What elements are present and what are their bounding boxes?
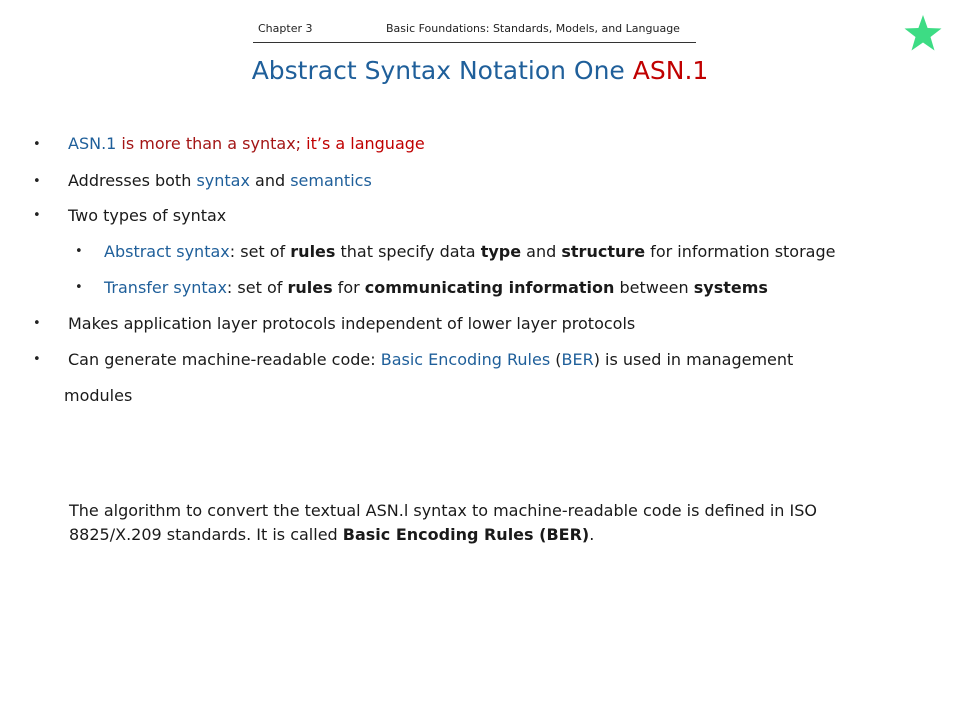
note-text: Basic Encoding Rules (BER) <box>342 525 590 544</box>
bullet-dot: • <box>33 208 41 223</box>
bullet-text: type <box>480 242 522 261</box>
bullet-text: semantics <box>290 171 372 190</box>
bullet-text: : set of <box>229 242 291 261</box>
bullet-text: Can generate machine-readable code: <box>68 350 381 369</box>
title-accent: ASN.1 <box>632 56 709 85</box>
bullet-dot: • <box>33 137 41 152</box>
bullet-text: it’s a language <box>306 134 425 153</box>
bullet-text: : set of <box>226 278 288 297</box>
ber-note <box>69 499 869 547</box>
bullet-text: Addresses both <box>68 171 197 190</box>
bullet-text: rules <box>287 278 333 297</box>
slide-title <box>0 56 960 85</box>
bullet-text: structure <box>561 242 646 261</box>
header-divider <box>253 42 696 43</box>
header-topic: Basic Foundations: Standards, Models, and Language <box>386 22 680 35</box>
subbullet-abstract-syntax <box>104 242 835 261</box>
bullet-two-types: Two types of syntax <box>68 206 227 225</box>
bullet-text: and <box>521 242 562 261</box>
bullet-text: systems <box>693 278 768 297</box>
bullet-dot: • <box>33 174 41 189</box>
bullet-text: ASN.1 <box>68 134 117 153</box>
bullet-text: communicating <box>364 278 504 297</box>
note-text: . <box>589 525 595 544</box>
bullet-text: is more than a syntax; <box>116 134 307 153</box>
bullet-independent-layers: Makes application layer protocols independent of lower layer protocols <box>68 314 636 333</box>
bullet-dot: • <box>33 352 41 367</box>
bullet-dot: • <box>33 316 41 331</box>
bullet-text: and <box>249 171 291 190</box>
note-text: The algorithm to convert the textual ASN.l syntax to machine-readable code is defined in ISO 8825/X.209 standards. It is called <box>69 501 817 544</box>
bullet-text: information <box>503 278 615 297</box>
header-chapter: Chapter 3 <box>258 22 313 35</box>
bullet-syntax-semantics <box>68 171 372 190</box>
bullet-text: ) is used in management <box>593 350 794 369</box>
bullet-dot: • <box>75 244 83 259</box>
bullet-text: for information storage <box>645 242 836 261</box>
title-main: Abstract Syntax Notation One <box>251 56 633 85</box>
bullet-asn1-language <box>68 134 425 153</box>
bullet-text: Transfer syntax <box>104 278 227 297</box>
subbullet-transfer-syntax <box>104 278 768 297</box>
star-icon <box>903 14 943 52</box>
bullet-text: BER <box>561 350 594 369</box>
bullet-machine-code <box>68 350 793 369</box>
bullet-text: that specify data <box>335 242 481 261</box>
bullet-text: syntax <box>196 171 250 190</box>
bullet-text: Basic Encoding Rules <box>380 350 551 369</box>
bullet-text: Abstract syntax <box>104 242 230 261</box>
bullet-text: between <box>614 278 694 297</box>
bullet-text: ( <box>550 350 562 369</box>
bullet-machine-code-continuation: modules <box>64 386 133 405</box>
bullet-text: for <box>332 278 365 297</box>
bullet-text: rules <box>290 242 336 261</box>
bullet-dot: • <box>75 280 83 295</box>
